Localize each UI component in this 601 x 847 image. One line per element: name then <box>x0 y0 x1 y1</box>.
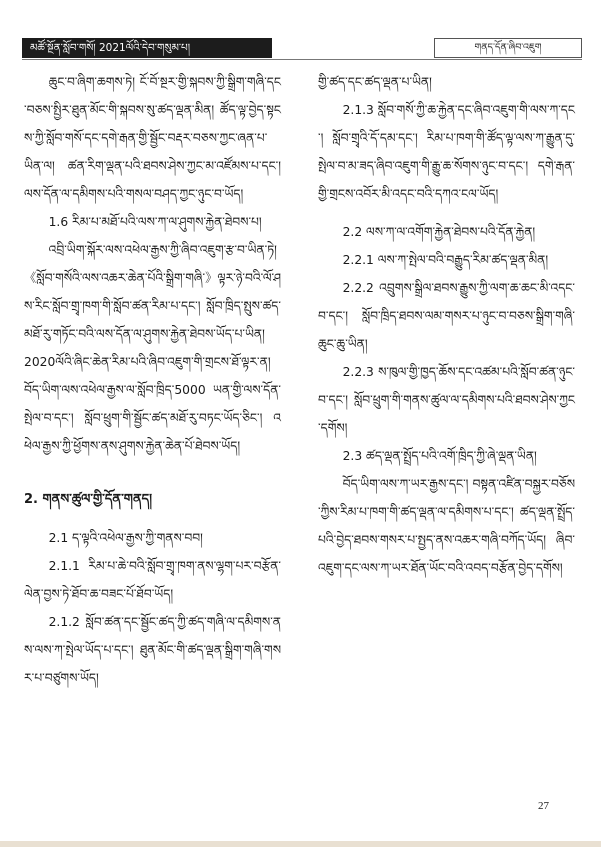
section-heading-1-6: 1.6 རིམ་པ་མཐོ་པའི་ལས་ཀ་ལ་ཤུགས་རྐྱེན་ཐེབས་པ། <box>48 215 262 229</box>
subsection-2-2-2: 2.2.2 འབྲུགས་སྒྲིལ་ཐབས་རྒྱུས་ཀྱི་ལག་ཆ་ཆང་མི་འདང་བ་དང་། སློབ་ཁྲིད་ཐབས་ལམ་གསར་པ་ཉུང་བ་བཅས་སྒྲིག་གཞི་ཆུང་ཆུ་ཡིན། <box>318 281 575 351</box>
paragraph-continuation: གྱི་ཚད་དང་ཚད་ལྡན་པ་ཡིན། <box>318 75 432 89</box>
section-heading-2: 2. གནས་ཚུལ་གྱི་དོན་གནད། <box>24 492 153 507</box>
subsection-2-2-1: 2.2.1 ལས་ཀ་སྤེལ་བའི་བརྒྱུད་རིམ་ཚད་ལྡན་མིན། <box>342 253 549 267</box>
subsection-2-1-3: 2.1.3 སློབ་གསོ་ཀྱི་ཆ་རྐྱེན་དང་ཞིབ་འཇུག་གི་ལས་ཀ་དང་། སློབ་གྲྭའི་དོ་དམ་དང་། རིམ་པ་ཁག་གི་ཚོད་ལྟ་ལས་ཀ་རྒྱུན་དུ་སྤེལ་བ་མ་ཟད་ཞིབ་འཇུག་གི་རྒྱུ་ཆ་སོགས་ཉུང་བ་དང་། དགེ་རྒན་གྱི་གྲངས་འབོར་མི་འདང་བའི་དཀའ་ངལ་ཡོད། <box>318 103 576 201</box>
left-column <box>24 68 281 692</box>
journal-title: མཚོ་སྔོན་སློབ་གསོ། 2021ལོའི་དེབ་གསུམ་པ། <box>22 38 272 58</box>
right-column <box>318 68 575 582</box>
paragraph: 2020ལོའི་ཞིང་ཆེན་རིམ་པའི་ཞིབ་འཇུག་གི་གྲངས་ཐོ་ལྟར་ན། བོད་ཡིག་ལས་འཕེལ་རྒྱས་ལ་སློབ་ཁྲིད་5000 ཡན་གྱི་ལས་དོན་སྤེལ་བ་དང་། སློབ་ཕྲུག་གི་སྦྱོང་ཚད་མཐོ་རུ་བཏང་ཡོད་ཅིང་། འཕེལ་རྒྱས་ཀྱི་ཕྱོགས་ནས་ཤུགས་རྐྱེན་ཆེན་པོ་ཐེབས་ཡོད། <box>24 355 281 453</box>
header-divider <box>22 59 582 60</box>
subsection-2-1-1: 2.1.1 རིམ་པ་ཆེ་བའི་སློབ་གྲྭ་ཁག་ནས་ལྷག་པར་བརྩོན་ལེན་བྱས་ཏེ་ཐོབ་ཆ་བཟང་པོ་ཐོབ་ཡོད། <box>24 559 281 601</box>
subsection-2-2-3: 2.2.3 ས་ཁུལ་གྱི་ཁྱད་ཆོས་དང་འཚམ་པའི་སློབ་ཚན་ཉུང་བ་དང་། སློབ་ཕྲུག་གི་གནས་ཚུལ་ལ་དམིགས་པའི་ཐབས་ཤེས་ཀྱང་དགོས། <box>318 365 575 435</box>
paragraph: ཆུང་བ་ཞིག་ཆགས་ཏེ། ངོ་བོ་སྔར་གྱི་སྐབས་ཀྱི་སྒྲིག་གཞི་དང་བཅས་སྤྱིར་ཐུན་མོང་གི་སྐབས་སུ་ཚད་ལྡན་མིན། ཚོད་ལྟ་བྱེད་སྟངས་ཀྱི་སློབ་གསོ་དང་དགེ་རྒན་གྱི་སྦྱོང་བརྡར་བཅས་ཀྱང་ཞན་པ་ཡིན་ལ། ཚན་རིག་ལྡན་པའི་ཐབས་ཤེས་ཀྱང་མ་འཛོམས་པ་དང་། ལས་དོན་ལ་དམིགས་པའི་གསལ་བཤད་ཀྱང་ཉུང་བ་ཡོད། <box>24 75 281 201</box>
subsection-2-1-2: 2.1.2 སློབ་ཚན་དང་སྦྱོང་ཚད་ཀྱི་ཚད་གཞི་ལ་དམིགས་ནས་ལས་ཀ་སྤེལ་ཡོད་པ་དང་། ཐུན་མོང་གི་ཚད་ལྡན་སྒྲིག་གཞི་གསར་པ་བཙུགས་ཡོད། <box>24 615 281 685</box>
page-number: 27 <box>538 800 549 812</box>
subsection-heading-2-1: 2.1 ད་ལྟའི་འཕེལ་རྒྱས་ཀྱི་གནས་བབ། <box>48 531 203 545</box>
section-title: གནད་དོན་ཞིབ་འཇུག <box>434 38 582 58</box>
subsection-heading-2-2: 2.2 ལས་ཀ་ལ་འགོག་རྐྱེན་ཐེབས་པའི་དོན་རྐྱེན། <box>342 225 536 239</box>
paragraph: འབྲི་ཡིག་སྐོར་ལས་འཕེལ་རྒྱས་ཀྱི་ཞིབ་འཇུག་རྩ་བ་ཡིན་ཏེ། 《སློབ་གསོའི་ལས་འཆར་ཆེན་པོའི་སྒྲིག་གཞི་》ལྟར་ཉེ་བའི་ལོ་ཤས་རིང་སློབ་གྲྭ་ཁག་གི་སློབ་ཚན་རིམ་པ་དང་། སློབ་ཁྲིད་སྤུས་ཚད་མཐོ་རུ་གཏོང་བའི་ལས་དོན་ལ་ཤུགས་རྐྱེན་ཐེབས་ཡོད་པ་ཡིན། <box>24 243 281 341</box>
paragraph: བོད་ཡིག་ལས་ཀ་ཡར་རྒྱས་དང་། བསྟན་འཛིན་བསྐྱར་བཅོས་ཀྱིས་རིམ་པ་ཁག་གི་ཚད་ལྡན་ལ་དམིགས་པ་དང་། ཚད་ལྡན་སྤྲོད་པའི་བྱེད་ཐབས་གསར་པ་སྤྱད་ནས་འཆར་གཞི་བཀོད་ཡོད། ཞིབ་འཇུག་དང་ལས་ཀ་ཡར་ཐོན་ཡོང་བའི་འབད་བརྩོན་བྱེད་དགོས། <box>318 477 575 575</box>
subsection-heading-2-3: 2.3 ཚད་ལྡན་སྤྲོད་པའི་འགོ་ཁྲིད་ཀྱི་ཞེ་ལྡན་ཡིན། <box>342 449 537 463</box>
